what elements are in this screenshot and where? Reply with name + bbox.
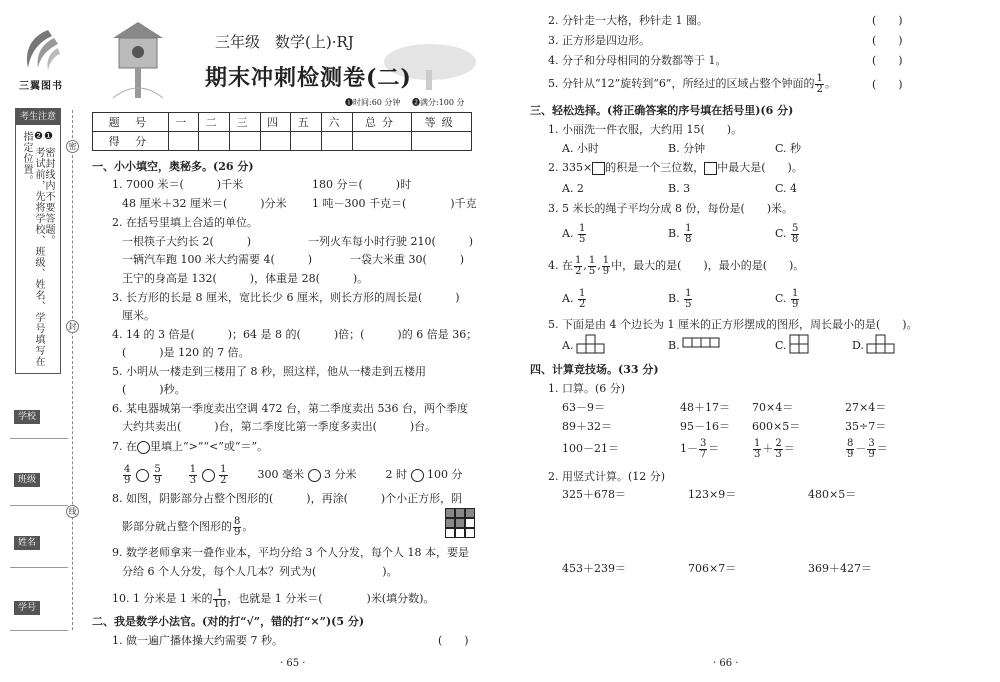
oral-item: 95－16＝	[680, 420, 730, 433]
score-input-cell[interactable]	[291, 132, 322, 151]
section-2-heading: 二、我是数学小法官。(对的打“√”，错的打“×”)(5 分)	[92, 615, 365, 628]
q10-text-a: 10. 1 分米是 1 米的	[112, 592, 213, 605]
full-score: ❷满分:100 分	[412, 98, 465, 107]
vertical-calc: 453＋239＝	[562, 562, 626, 575]
student-id-line[interactable]	[10, 630, 68, 631]
name-label: 姓名	[14, 536, 40, 550]
score-input-cell[interactable]	[260, 132, 291, 151]
compare-circle-icon	[137, 441, 150, 454]
score-input-cell[interactable]	[199, 132, 230, 151]
shape-d-icon	[866, 334, 906, 356]
fraction-1-5: $\frac{1}{5}$	[588, 254, 596, 277]
q7-item-4-left: 2 时	[385, 468, 407, 481]
brand-name: 三翼图书	[19, 81, 63, 92]
choice-3-b	[668, 222, 693, 246]
section-4-heading: 四、计算竞技场。(33 分)	[530, 363, 659, 376]
q1-c: 48 厘米＋32 厘米＝( )分米	[122, 197, 287, 210]
q7-items	[122, 463, 463, 487]
oral-item: 48＋17＝	[680, 401, 730, 414]
choice-2-c: C. 4	[775, 182, 798, 195]
judge-3: 3. 正方形是四边形。	[548, 34, 650, 47]
option-letter: B.	[668, 292, 680, 305]
oral-item: $\frac{8}{9}$ － $\frac{3}{9}$ ＝	[847, 437, 888, 460]
table-cell: 一	[168, 113, 199, 132]
notice-item-1: ❶ 密封线内不要答题。	[43, 131, 54, 247]
vertical-calc: 369＋427＝	[808, 562, 872, 575]
answer-circle[interactable]	[202, 469, 215, 482]
school-label: 学校	[14, 410, 40, 424]
table-cell: 总分	[352, 113, 412, 132]
score-input-cell[interactable]	[412, 132, 472, 151]
choice-4-text-a: 4. 在	[548, 259, 573, 272]
option-letter: C.	[775, 227, 787, 240]
table-row	[93, 132, 472, 151]
oral-text: 1－	[680, 442, 698, 455]
fraction-3-7: $\frac{3}{7}$	[700, 437, 707, 460]
q6-b: 大约共卖出( )台，第二季度比第一季度多卖出( )台。	[122, 420, 437, 433]
oral-item: $\frac{1}{3}$ ＋ $\frac{2}{3}$ ＝	[754, 437, 795, 460]
choice-5: 5. 下面是由 4 个边长为 1 厘米的正方形摆成的图形，周长最小的是( )。	[548, 318, 918, 331]
shape-b-icon	[682, 336, 722, 350]
q10	[112, 587, 434, 611]
school-line[interactable]	[10, 438, 68, 439]
oral-item	[680, 437, 719, 461]
fraction-1-5: $\frac{1}{5}$	[685, 287, 692, 310]
q7-text-b: 里填上“>”“<”或“＝”。	[150, 440, 269, 453]
q10-text-b: ，也就是 1 分米＝( )米(填分数)。	[227, 592, 435, 605]
oral-text: ＝	[783, 442, 795, 455]
judge-2: 2. 分针走一大格，秒针走 1 圈。	[548, 14, 708, 27]
choice-2-text-b: 的积是一个三位数，	[605, 161, 705, 174]
q1-d: 1 吨－300 千克＝( )千克	[312, 197, 477, 210]
option-letter: B.	[668, 227, 680, 240]
option-letter: A.	[562, 292, 574, 305]
table-cell: 题 号	[93, 113, 169, 132]
vertical-calc: 480×5＝	[808, 488, 857, 501]
choice-3-c	[775, 222, 800, 246]
fraction-1-9: $\frac{1}{9}$	[792, 287, 799, 310]
grade-subject: 三年级 数学(上)·RJ	[215, 33, 354, 51]
table-cell: 六	[322, 113, 353, 132]
time-limit: ❶时间:60 分钟	[345, 98, 401, 107]
choice-4-text-b: 中，最大的是( )，最小的是( )。	[611, 259, 805, 272]
score-input-cell[interactable]	[168, 132, 199, 151]
digit-box	[592, 162, 605, 175]
judge-5-answer[interactable]: ( )	[872, 78, 903, 91]
binding-sidebar	[0, 0, 90, 682]
q4-b: ( )是 120 的 7 倍。	[122, 346, 250, 359]
calc-2-heading: 2. 用竖式计算。(12 分)	[548, 470, 666, 483]
seal-mark-xian: 线	[66, 505, 79, 518]
q7-item-3-left: 300 毫米	[257, 468, 304, 481]
fraction-1-3: $\frac{1}{3}$	[754, 437, 761, 460]
judge-3-answer[interactable]: ( )	[872, 34, 903, 47]
oral-item: 89＋32＝	[562, 420, 612, 433]
q4-a: 4. 14 的 3 倍是( )；64 是 8 的( )倍；( )的 6 倍是 36；	[112, 328, 478, 341]
fraction-1-2: $\frac{1}{2}$	[220, 463, 227, 486]
vertical-calc: 706×7＝	[688, 562, 737, 575]
score-input-cell[interactable]	[352, 132, 412, 151]
oral-item: 63－9＝	[562, 401, 605, 414]
judge-4: 4. 分子和分母相同的分数都等于 1。	[548, 54, 727, 67]
table-row	[93, 113, 472, 132]
q7-text: 7. 在	[112, 440, 137, 453]
choice-5-b: B.	[668, 339, 680, 352]
fraction-5-9: $\frac{5}{9}$	[154, 463, 161, 486]
score-input-cell[interactable]	[322, 132, 353, 151]
table-cell: 五	[291, 113, 322, 132]
choice-3-a	[562, 222, 587, 246]
oral-item: 100－21＝	[562, 442, 619, 455]
q8-b: 影部分就占整个图形的 $\frac{8}{9}$ 。	[122, 515, 254, 538]
shape-c-icon	[789, 334, 811, 356]
choice-3: 3. 5 米长的绳子平均分成 8 份，每份是( )米。	[548, 202, 794, 215]
q8-b-text: 影部分就占整个图形的	[122, 520, 232, 533]
answer-circle[interactable]	[308, 469, 321, 482]
fraction-8-9: $\frac{8}{9}$	[234, 515, 241, 538]
notice-title: 考生注意	[16, 109, 60, 125]
page-title: 期末冲刺检测卷(二)	[205, 65, 412, 91]
vertical-calc: 123×9＝	[688, 488, 737, 501]
score-input-cell[interactable]	[230, 132, 261, 151]
table-cell: 四	[260, 113, 291, 132]
seal-mark-mi: 密	[66, 140, 79, 153]
judge-2-answer[interactable]: ( )	[872, 14, 903, 27]
choice-2-b: B. 3	[668, 182, 691, 195]
birdhouse-illustration-icon	[103, 18, 173, 100]
calc-1-heading: 1. 口算。(6 分)	[548, 382, 626, 395]
page-number-66: · 66 ·	[713, 658, 739, 669]
class-line[interactable]	[10, 505, 68, 506]
fraction-5-8: $\frac{5}{8}$	[792, 222, 799, 245]
judge-5: 5. 分针从“12”旋转到“6”，所经过的区域占整个钟面的 $\frac{1}{2}$ 。	[548, 72, 836, 95]
q8-a: 8. 如图，阴影部分占整个图形的( )，再涂( )个小正方形，阴	[112, 492, 463, 505]
q5-b: ( )秒。	[122, 383, 186, 396]
choice-1-a: A. 小时	[562, 142, 599, 155]
table-cell: 等级	[412, 113, 472, 132]
choice-5-a: A.	[562, 339, 574, 352]
oral-item: 600×5＝	[752, 420, 801, 433]
oral-text: ＝	[876, 442, 888, 455]
choice-2-text-c: 中最大是( )。	[717, 161, 803, 174]
choice-4-b	[668, 287, 693, 311]
choice-4-c	[775, 287, 800, 311]
fraction-1-8: $\frac{1}{8}$	[685, 222, 692, 245]
choice-5-c: C.	[775, 339, 787, 352]
q9-a: 9. 数学老师拿来一叠作业本，平均分给 3 个人分发，每个人 18 本，要是	[112, 546, 469, 559]
fraction-3-9: $\frac{3}{9}$	[868, 437, 875, 460]
oral-item: 35÷7＝	[845, 420, 887, 433]
q1-a: 1. 7000 米＝( )千米	[112, 178, 244, 191]
oral-item: 27×4＝	[845, 401, 887, 414]
table-cell: 得 分	[93, 132, 169, 151]
digit-box	[704, 162, 717, 175]
q3-a: 3. 长方形的长是 8 厘米，宽比长少 6 厘米，则长方形的周长是( )	[112, 291, 460, 304]
judge-1-answer[interactable]: ( )	[438, 634, 469, 647]
fraction-8-9: $\frac{8}{9}$	[847, 437, 854, 460]
q5-a: 5. 小明从一楼走到三楼用了 8 秒，照这样，他从一楼走到五楼用	[112, 365, 426, 378]
choice-5-d: D.	[852, 339, 864, 352]
choice-1-b: B. 分钟	[668, 142, 706, 155]
seal-line	[72, 110, 73, 630]
fraction-1-9: $\frac{1}{9}$	[602, 254, 610, 277]
choice-4: 4. 在 $\frac{1}{2}$ , $\frac{1}{5}$ , $\frac{1}{9}$ 中，最大的是( )，最小的是( )。	[548, 254, 805, 277]
seal-mark-feng: 封	[66, 320, 79, 333]
shape-a-icon	[576, 334, 616, 356]
vertical-calc: 325＋678＝	[562, 488, 626, 501]
section-1-heading: 一、小小填空，奥秘多。(26 分)	[92, 160, 254, 173]
fraction-1-3: $\frac{1}{3}$	[189, 463, 197, 486]
brand-logo-icon	[18, 28, 62, 72]
option-letter: C.	[775, 292, 787, 305]
fraction-1-2: $\frac{1}{2}$	[816, 72, 823, 95]
q3-b: 厘米。	[122, 309, 155, 322]
notice-box	[15, 108, 61, 374]
q2-a: 一根筷子大约长 2( )	[122, 235, 252, 248]
table-cell: 二	[199, 113, 230, 132]
q7-item-3-right: 3 分米	[324, 468, 357, 481]
q2-e: 王宁的身高是 132( )，体重是 28( )。	[122, 272, 369, 285]
choice-1: 1. 小丽洗一件衣服，大约用 15( )。	[548, 123, 743, 136]
judge-4-answer[interactable]: ( )	[872, 54, 903, 67]
oral-item: 70×4＝	[752, 401, 794, 414]
page-number-65: · 65 ·	[280, 658, 306, 669]
answer-circle[interactable]	[136, 469, 149, 482]
q2: 2. 在括号里填上合适的单位。	[112, 216, 258, 229]
notice-item-2: ❷ 考试前，先将学校、班级、姓名、学号填写在指定位置。	[21, 131, 44, 368]
choice-2	[548, 161, 803, 175]
option-letter: A.	[562, 227, 574, 240]
fraction-4-9: $\frac{4}{9}$	[124, 463, 131, 486]
table-cell: 三	[230, 113, 261, 132]
q6-a: 6. 某电器城第一季度卖出空调 472 台，第二季度卖出 536 台，两个季度	[112, 402, 468, 415]
judge-1: 1. 做一遍广播体操大约需要 7 秒。	[112, 634, 283, 647]
choice-2-a: A. 2	[562, 182, 584, 195]
judge-5-text: 5. 分针从“12”旋转到“6”，所经过的区域占整个钟面的	[548, 77, 815, 90]
oral-text: ＝	[708, 442, 720, 455]
fraction-1-10: $\frac{1}{10}$	[213, 587, 227, 610]
q2-d: 一袋大米重 30( )	[350, 253, 465, 266]
q1-b: 180 分＝( )时	[312, 178, 412, 191]
score-table	[92, 112, 472, 151]
shaded-grid-figure	[445, 508, 475, 538]
student-id-label: 学号	[14, 601, 40, 615]
q7-item-4-right: 100 分	[427, 468, 463, 481]
class-label: 班级	[14, 473, 40, 487]
fraction-1-2: $\frac{1}{2}$	[578, 287, 586, 310]
fraction-1-2: $\frac{1}{2}$	[575, 254, 582, 277]
q7	[112, 440, 268, 454]
choice-4-a	[562, 287, 587, 311]
choice-2-text-a: 2. 335×	[548, 161, 593, 174]
fraction-2-3: $\frac{2}{3}$	[775, 437, 782, 460]
q2-b: 一列火车每小时行驶 210( )	[308, 235, 474, 248]
choice-1-c: C. 秒	[775, 142, 802, 155]
section-3-heading: 三、轻松选择。(将正确答案的序号填在括号里)(6 分)	[530, 104, 794, 117]
answer-circle[interactable]	[411, 469, 424, 482]
fraction-1-5: $\frac{1}{5}$	[578, 222, 586, 245]
q9-b: 分给 6 个人分发，每个人几本？列式为( )。	[122, 565, 398, 578]
q2-c: 一辆汽车跑 100 米大约需要 4( )	[122, 253, 313, 266]
name-line[interactable]	[10, 567, 68, 568]
